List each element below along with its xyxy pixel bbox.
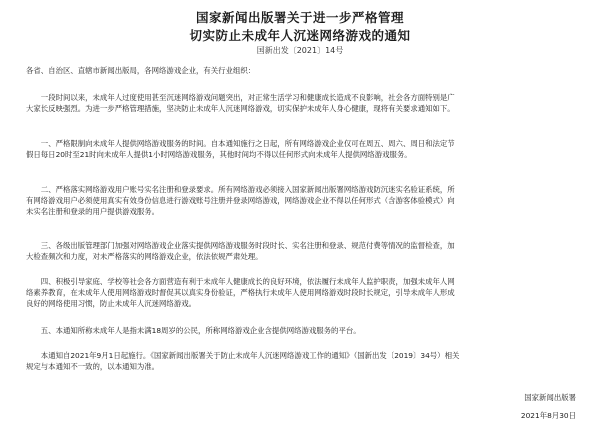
section-4-line: 四、积极引导家庭、学校等社会各方面营造有利于未成年人健康成长的良好环境，依法履行未成年人监护职责，加强未成年人网 xyxy=(40,277,455,286)
effective-date-line: 规定与本通知不一致的，以本通知为准。 xyxy=(26,362,160,371)
section-1-paragraph xyxy=(26,138,581,160)
section-2-line: 有网络游戏用户必须使用真实有效身份信息进行游戏账号注册并登录网络游戏，网络游戏企业不得以任何形式（含游客体验模式）向 xyxy=(26,196,455,205)
section-3-paragraph xyxy=(26,240,581,262)
section-4-paragraph xyxy=(26,276,581,309)
signature-date: 2021年8月30日 xyxy=(520,411,576,420)
title-line-2: 切实防止未成年人沉迷网络游戏的通知 xyxy=(189,28,411,43)
intro-line: 大家长反映强烈。为进一步严格管理措施，坚决防止未成年人沉迷网络游戏，切实保护未成年人身心健康，现将有关要求通知如下。 xyxy=(26,104,455,113)
document-number: 国新出发〔2021〕14号 xyxy=(256,46,344,55)
section-5-paragraph xyxy=(26,325,581,336)
effective-date-line: 本通知自2021年9月1日起施行。《国家新闻出版署关于防止未成年人沉迷网络游戏工作的通知》（国新出发〔2019〕34号）相关 xyxy=(40,351,460,360)
intro-paragraph xyxy=(26,92,581,114)
title-line-1: 国家新闻出版署关于进一步严格管理 xyxy=(195,10,404,25)
section-3-line: 大检查频次和力度，对未严格落实的网络游戏企业，依法依规严肃处理。 xyxy=(26,252,263,261)
section-2-line: 未实名注册和登录的用户提供游戏服务。 xyxy=(26,207,160,216)
signature-organization: 国家新闻出版署 xyxy=(524,393,576,402)
section-4-line: 良好的网络使用习惯，防止未成年人沉迷网络游戏。 xyxy=(26,299,196,308)
intro-line: 一段时间以来，未成年人过度使用甚至沉迷网络游戏问题突出，对正常生活学习和健康成长造成不良影响，社会各方面特别是广 xyxy=(40,93,455,102)
section-5-line: 五、本通知所称未成年人是指未满18周岁的公民，所称网络游戏企业含提供网络游戏服务的平台。 xyxy=(40,326,361,335)
section-3-line: 三、各级出版管理部门加强对网络游戏企业落实提供网络游戏服务时段时长、实名注册和登录、规范付费等情况的监督检查，加 xyxy=(40,241,455,250)
section-2-paragraph xyxy=(26,184,581,217)
address-line: 各省、自治区、直辖市新闻出版局，各网络游戏企业，有关行业组织： xyxy=(26,66,256,75)
effective-date-paragraph xyxy=(26,350,581,372)
section-2-line: 二、严格落实网络游戏用户账号实名注册和登录要求。所有网络游戏必须接入国家新闻出版署网络游戏防沉迷实名验证系统，所 xyxy=(40,185,455,194)
section-4-line: 络素养教育，在未成年人使用网络游戏时督促其以真实身份验证，严格执行未成年人使用网络游戏时段时长规定，引导未成年人形成 xyxy=(26,288,455,297)
section-1-line: 一、严格限制向未成年人提供网络游戏服务的时间。自本通知施行之日起，所有网络游戏企业仅可在周五、周六、周日和法定节 xyxy=(40,139,455,148)
section-1-line: 假日每日20时至21时向未成年人提供1小时网络游戏服务，其他时间均不得以任何形式向未成年人提供网络游戏服务。 xyxy=(26,150,412,159)
